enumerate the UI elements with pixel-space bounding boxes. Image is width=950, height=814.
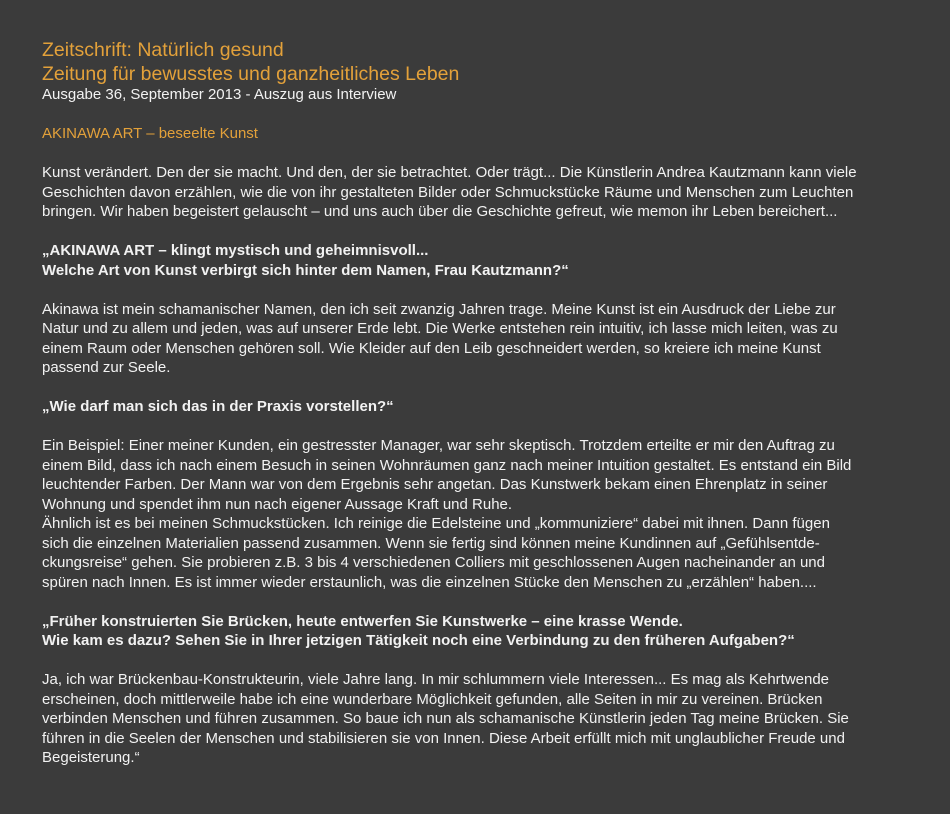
text-line: führen in die Seelen der Menschen und stabilisieren sie von Innen. Diese Arbeit erfüllt mich mit unglaublicher Freude und xyxy=(42,729,845,747)
question-2 xyxy=(42,397,920,417)
magazine-title: Zeitschrift: Natürlich gesund xyxy=(42,39,284,61)
text-line: Welche Art von Kunst verbirgt sich hinter dem Namen, Frau Kautzmann?“ xyxy=(42,261,569,279)
text-line: bringen. Wir haben begeistert gelauscht – und uns auch über die Geschichte gefreut, wie memon ihr Leben bereichert... xyxy=(42,203,838,220)
text-line: einem Bild, dass ich nach einem Besuch in seinen Wohnräumen ganz nach meiner Intuition gestaltet. Es entstand ein Bild xyxy=(42,456,852,474)
text-line: Ein Beispiel: Einer meiner Kunden, ein gestresster Manager, war sehr skeptisch. Trotzdem erteilte er mir den Auftrag zu xyxy=(42,437,835,454)
text-line: Akinawa ist mein schamanischer Namen, den ich seit zwanzig Jahren trage. Meine Kunst ist ein Ausdruck der Liebe zur xyxy=(42,300,836,318)
question-1 xyxy=(42,241,920,280)
answer-2 xyxy=(42,436,920,592)
text-line: passend zur Seele. xyxy=(42,359,171,376)
section-title: AKINAWA ART – beseelte Kunst xyxy=(42,125,258,142)
text-line: „Wie darf man sich das in der Praxis vorstellen?“ xyxy=(42,398,394,415)
text-line: Kunst verändert. Den der sie macht. Und den, der sie betrachtet. Oder trägt... Die Künstlerin Andrea Kautzmann kann viele xyxy=(42,164,857,181)
issue-info: Ausgabe 36, September 2013 - Auszug aus Interview xyxy=(42,86,397,103)
answer-3 xyxy=(42,670,920,768)
text-line: Ähnlich ist es bei meinen Schmuckstücken. Ich reinige die Edelsteine und „kommuniziere“ dabei mit ihnen. Dann fügen xyxy=(42,515,830,532)
text-line: Begeisterung.“ xyxy=(42,749,140,766)
text-line: Wohnung und spendet ihm nun nach eigener Aussage Kraft und Ruhe. xyxy=(42,495,513,513)
text-line: Wie kam es dazu? Sehen Sie in Ihrer jetzigen Tätigkeit noch eine Verbindung zu den früheren Aufgaben?“ xyxy=(42,632,795,649)
text-line: leuchtender Farben. Der Mann war von dem Ergebnis sehr angetan. Das Kunstwerk bekam einen Ehrenplatz in seiner xyxy=(42,476,828,493)
text-line: „Früher konstruierten Sie Brücken, heute entwerfen Sie Kunstwerke – eine krasse Wende. xyxy=(42,612,683,630)
text-line: sich die einzelnen Materialien passend zusammen. Wenn sie fertig sind können meine Kundinnen auf „Gefühlsentde- xyxy=(42,534,820,552)
text-line: ckungsreise“ gehen. Sie probieren z.B. 3 bis 4 verschiedenen Colliers mit geschlossenen Augen nacheinander an und xyxy=(42,554,825,571)
text-line: „AKINAWA ART – klingt mystisch und geheimnisvoll... xyxy=(42,242,429,259)
text-line: spüren nach Innen. Es ist immer wieder erstaunlich, was die einzelnen Stücke den Menschen zu „erzählen“ haben.... xyxy=(42,573,817,591)
magazine-subtitle: Zeitung für bewusstes und ganzheitliches Leben xyxy=(42,63,460,85)
text-line: verbinden Menschen und führen zusammen. So baue ich nun als schamanische Künstlerin jeden Tag meine Brücken. Sie xyxy=(42,710,849,727)
text-line: erscheinen, doch mittlerweile habe ich eine wunderbare Möglichkeit gefunden, alle Seiten in mir zu vereinen. Brücken xyxy=(42,690,823,708)
text-line: einem Raum oder Menschen gehören soll. Wie Kleider auf den Leib geschneidert werden, so kreiere ich meine Kunst xyxy=(42,339,821,357)
question-3 xyxy=(42,612,920,651)
text-line: Natur und zu allem und jeden, was auf unserer Erde lebt. Die Werke entstehen rein intuitiv, ich lasse mich leiten, was zu xyxy=(42,320,838,337)
intro-paragraph xyxy=(42,163,920,222)
text-line: Ja, ich war Brückenbau-Konstrukteurin, viele Jahre lang. In mir schlummern viele Interessen... Es mag als Kehrtwende xyxy=(42,671,830,688)
answer-1 xyxy=(42,300,920,378)
text-line: Geschichten davon erzählen, wie die von ihr gestalteten Bilder oder Schmuckstücke Räume und Menschen zum Leuchten xyxy=(42,183,854,201)
